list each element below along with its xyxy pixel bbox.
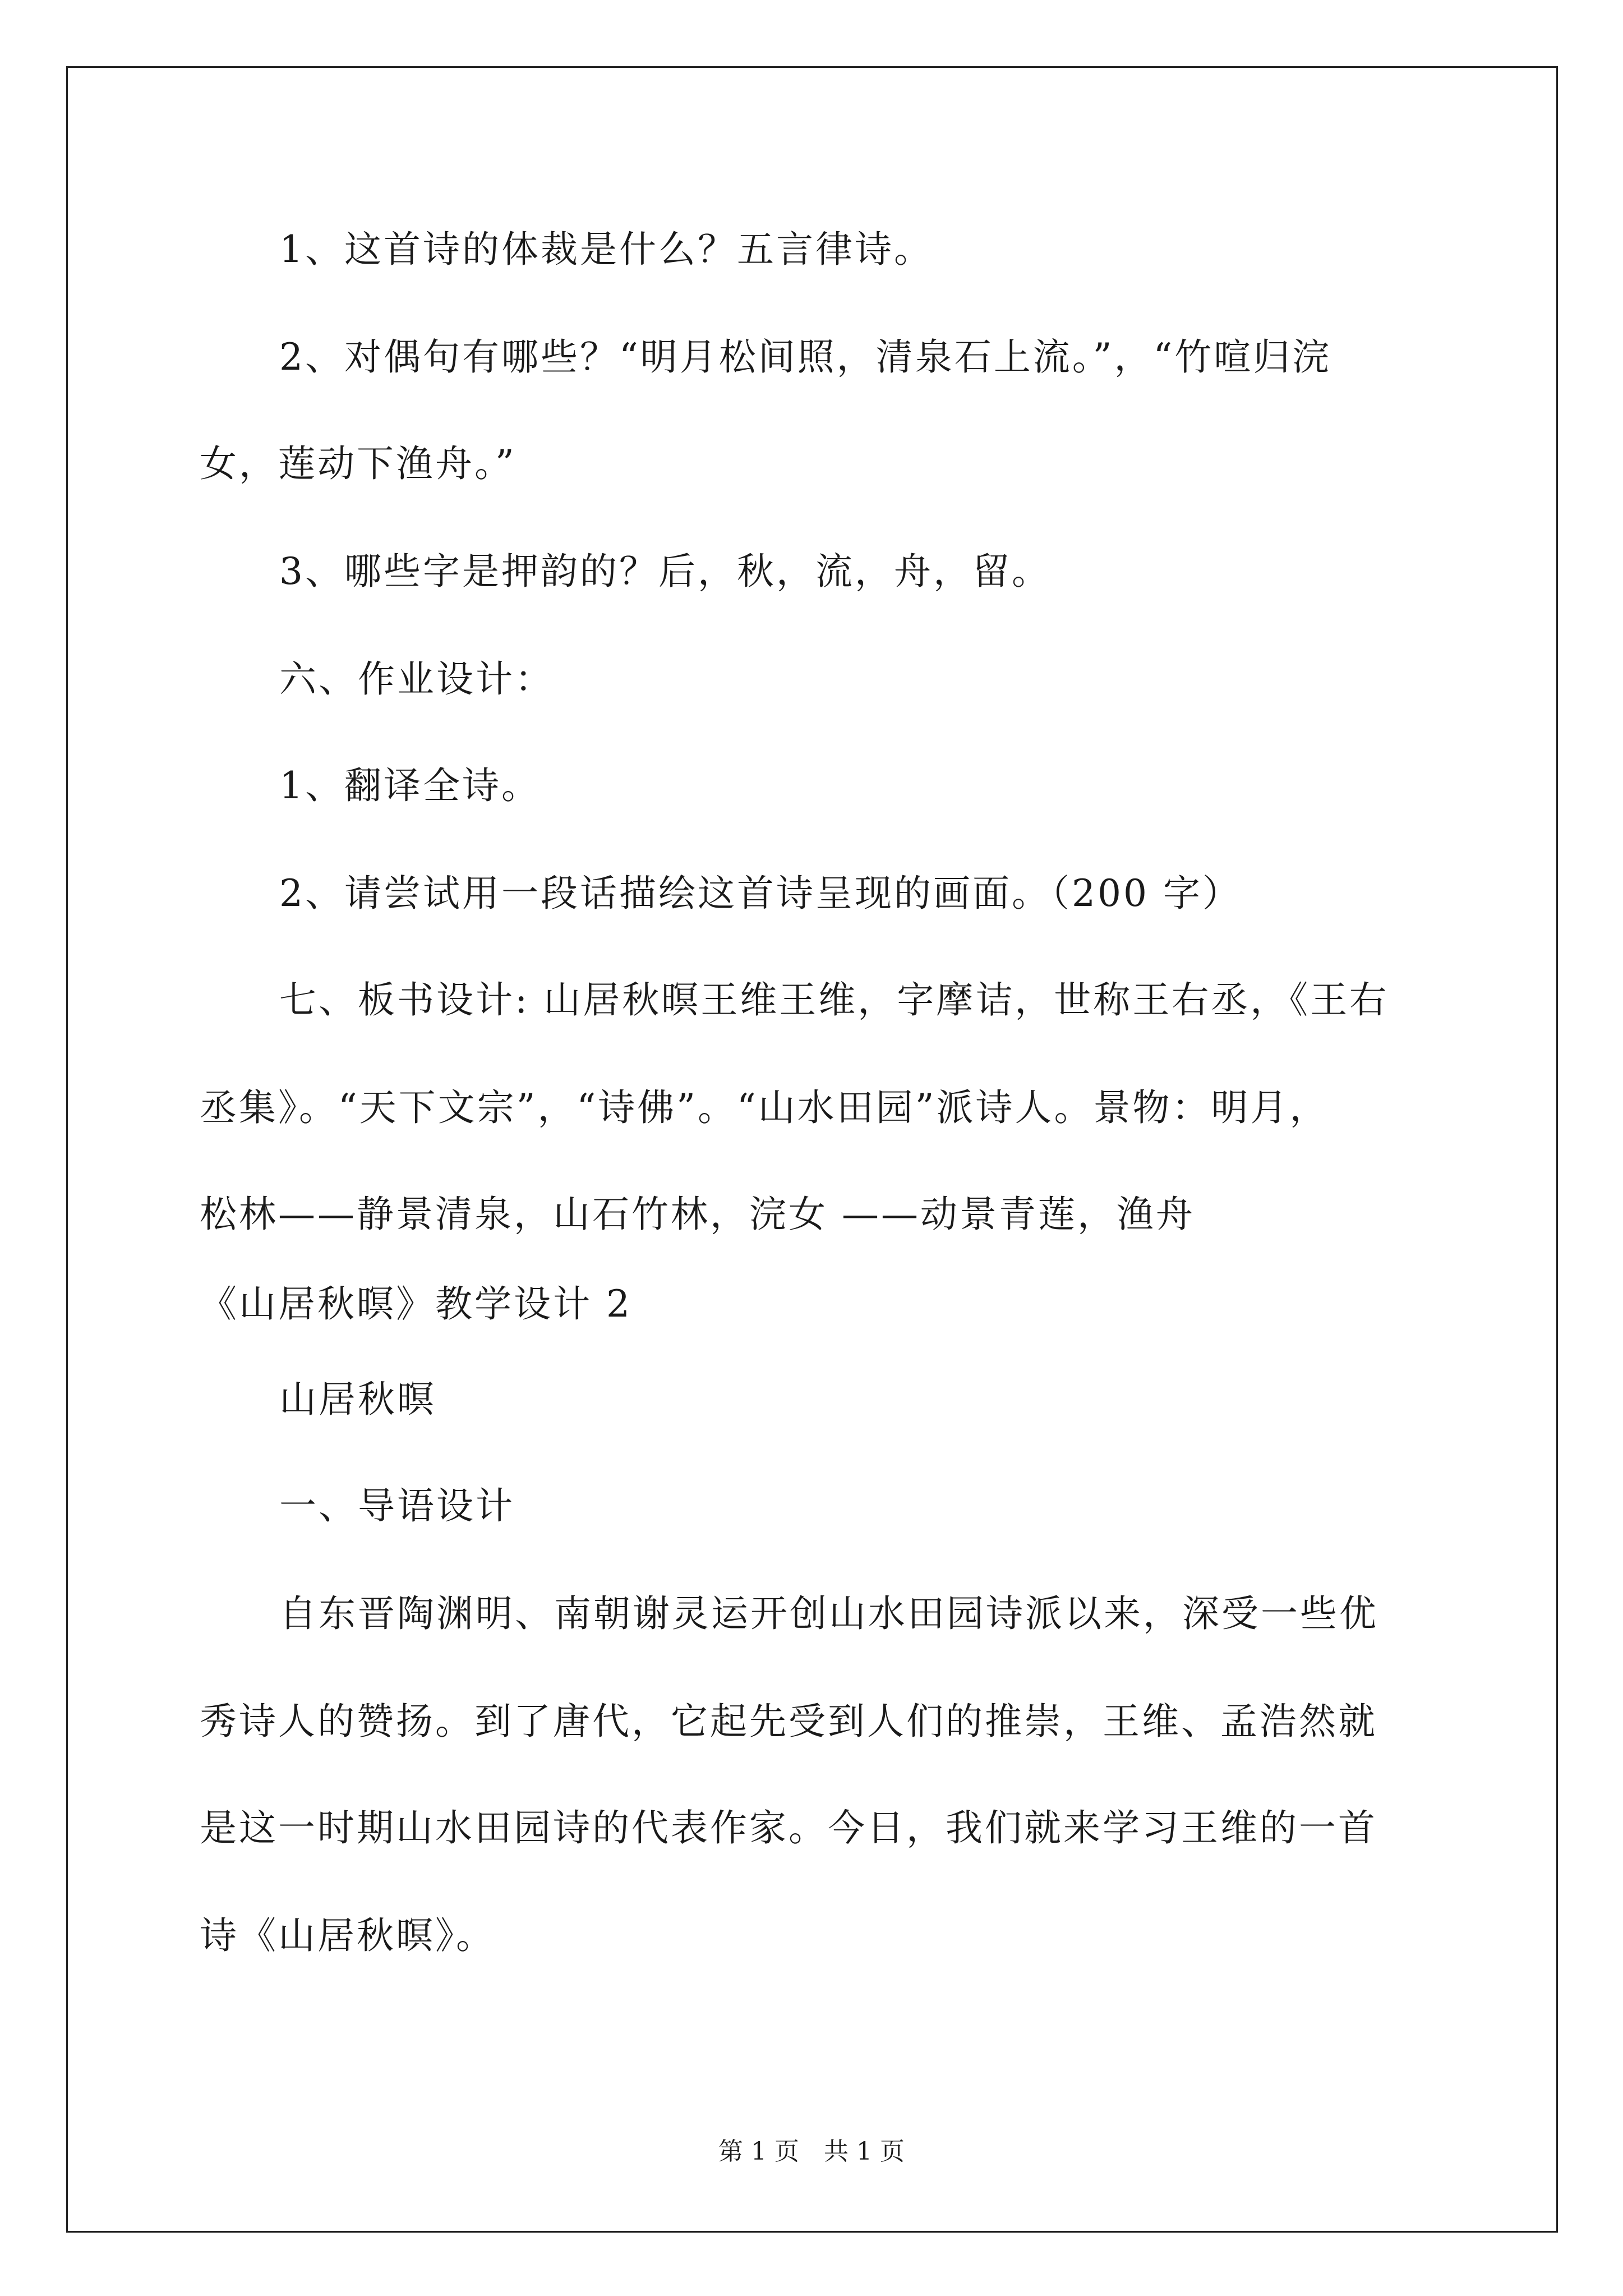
document-title: 《山居秋暝》教学设计 2 — [200, 1282, 632, 1326]
text-line: 自东晋陶渊明、南朝谢灵运开创山水田园诗派以来，深受一些优 — [279, 1592, 1378, 1635]
section-heading: 一、导语设计 — [279, 1484, 515, 1527]
text-line: 七、板书设计: 山居秋暝王维王维，字摩诘，世称王右丞，《王右 — [279, 978, 1389, 1022]
page-footer: 第 1 页 共 1 页 — [718, 2137, 905, 2166]
text-line: 松林——静景清泉，山石竹林，浣女 ——动景青莲，渔舟 — [200, 1193, 1195, 1236]
text-line: 是这一时期山水田园诗的代表作家。今日，我们就来学习王维的一首 — [200, 1806, 1377, 1849]
page-border — [66, 66, 1558, 2233]
text-line: 秀诗人的赞扬。到了唐代，它起先受到人们的推崇，王维、孟浩然就 — [200, 1700, 1377, 1743]
text-line: 诗《山居秋暝》。 — [200, 1914, 495, 1957]
text-line: 2、对偶句有哪些？“明月松间照，清泉石上流。”，“竹喧归浣 — [279, 335, 1332, 379]
text-line: 女，莲动下渔舟。” — [200, 442, 517, 485]
text-line: 2、请尝试用一段话描绘这首诗呈现的画面。（200 字） — [279, 872, 1242, 915]
section-heading: 六、作业设计： — [279, 657, 554, 701]
text-line: 3、哪些字是押韵的？后，秋，流，舟，留。 — [279, 550, 1051, 593]
poem-title: 山居秋暝 — [279, 1378, 436, 1421]
text-line: 1、翻译全诗。 — [279, 764, 541, 807]
text-line: 丞集》。“天下文宗”，“诗佛”。“山水田园”派诗人。景物：明月， — [200, 1086, 1329, 1129]
text-line: 1、这首诗的体裁是什么？五言律诗。 — [279, 228, 933, 271]
